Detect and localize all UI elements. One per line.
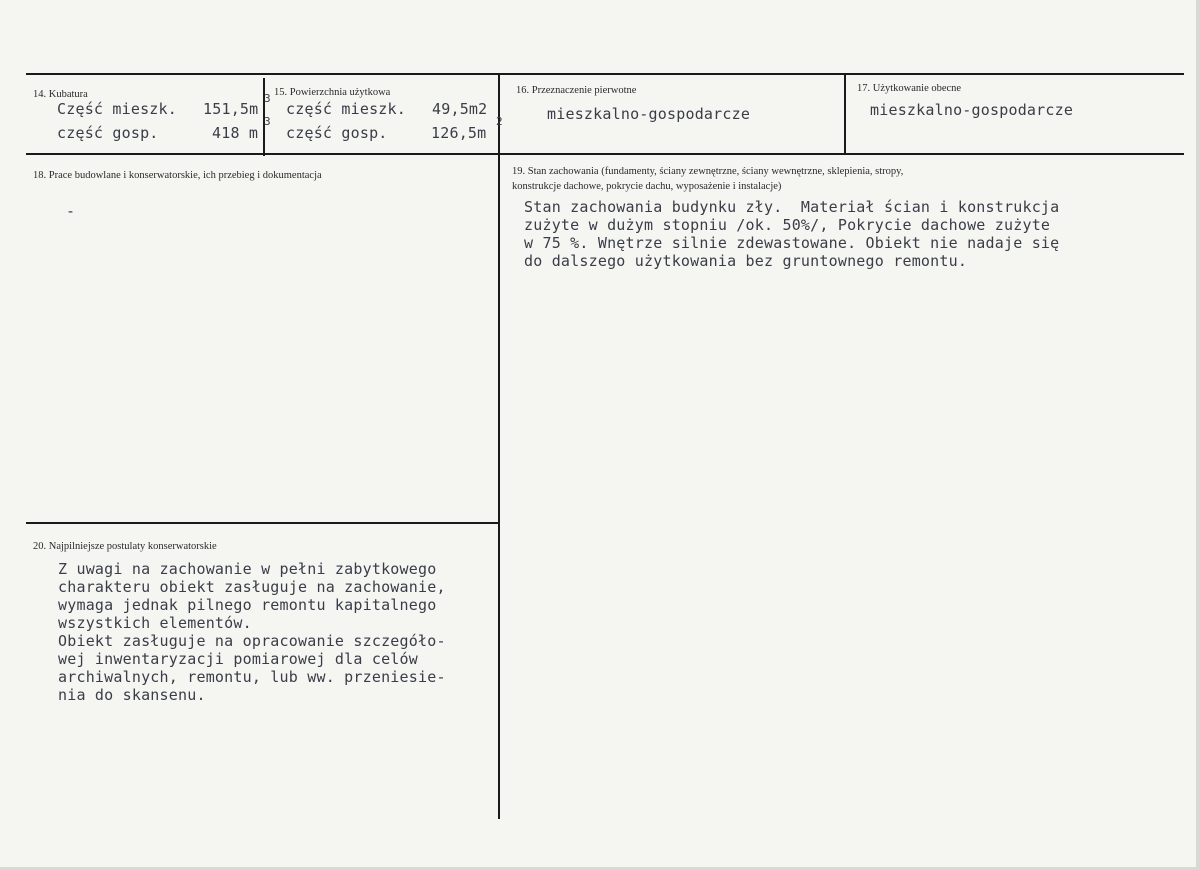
field-14-row2-value: 418 m	[212, 124, 259, 142]
field-20-line-5: Obiekt zasługuje na opracowanie szczegóło-	[58, 632, 446, 650]
section-18-bottom-rule	[26, 522, 498, 524]
field-18-value: -	[66, 202, 76, 220]
field-15-row2-name: część gosp.	[286, 124, 388, 142]
top-rule	[26, 73, 1184, 75]
field-20-line-4: wszystkich elementów.	[58, 614, 252, 632]
field-20-line-2: charakteru obiekt zasługuje na zachowanie,	[58, 578, 446, 596]
field-18-label: 18. Prace budowlane i konserwatorskie, ich przebieg i dokumentacja	[33, 170, 322, 181]
field-19-label-line1: 19. Stan zachowania (fundamenty, ściany zewnętrzne, ściany wewnętrzne, sklepienia, stropy,	[512, 166, 904, 177]
field-20-label: 20. Najpilniejsze postulaty konserwatorskie	[33, 541, 217, 552]
divider-16-17	[844, 74, 846, 154]
field-19-line-3: w 75 %. Wnętrze silnie zdewastowane. Obiekt nie nadaje się	[524, 234, 1060, 252]
field-20-line-3: wymaga jednak pilnego remontu kapitalnego	[58, 596, 437, 614]
field-19-line-1: Stan zachowania budynku zły. Materiał ścian i konstrukcja	[524, 198, 1060, 216]
field-19-line-2: zużyte w dużym stopniu /ok. 50%/, Pokrycie dachowe zużyte	[524, 216, 1051, 234]
field-19-label-line2: konstrukcje dachowe, pokrycie dachu, wyposażenie i instalacje)	[512, 181, 782, 192]
field-16-value: mieszkalno-gospodarcze	[547, 105, 751, 123]
field-15-label: 15. Powierzchnia użytkowa	[274, 87, 391, 98]
field-17-label: 17. Użytkowanie obecne	[857, 83, 962, 94]
field-20-line-8: nia do skansenu.	[58, 686, 206, 704]
field-14-row1-name: Część mieszk.	[57, 100, 177, 118]
field-15-row2-value: 126,5m	[431, 124, 487, 142]
field-15-row1-name: część mieszk.	[286, 100, 406, 118]
field-14-row2-name: część gosp.	[57, 124, 159, 142]
field-14-row1-value: 151,5m	[203, 100, 259, 118]
field-16-label: 16. Przeznaczenie pierwotne	[516, 85, 637, 96]
header-bottom-rule	[26, 153, 1184, 155]
field-19-line-4: do dalszego użytkowania bez gruntownego remontu.	[524, 252, 968, 270]
field-20-line-1: Z uwagi na zachowanie w pełni zabytkowego	[58, 560, 437, 578]
divider-15-16	[498, 74, 500, 819]
field-15-row1-value: 49,5m2	[432, 100, 488, 118]
field-14-row2-sup: 3	[264, 115, 271, 128]
field-14-row1-sup: 3	[264, 92, 271, 105]
field-17-value: mieszkalno-gospodarcze	[870, 101, 1074, 119]
field-14-label: 14. Kubatura	[33, 89, 88, 100]
field-20-line-6: wej inwentaryzacji pomiarowej dla celów	[58, 650, 418, 668]
scan-edge-right	[1196, 0, 1200, 870]
field-15-row2-sup: 2	[496, 115, 503, 128]
field-20-line-7: archiwalnych, remontu, lub ww. przeniesie-	[58, 668, 446, 686]
